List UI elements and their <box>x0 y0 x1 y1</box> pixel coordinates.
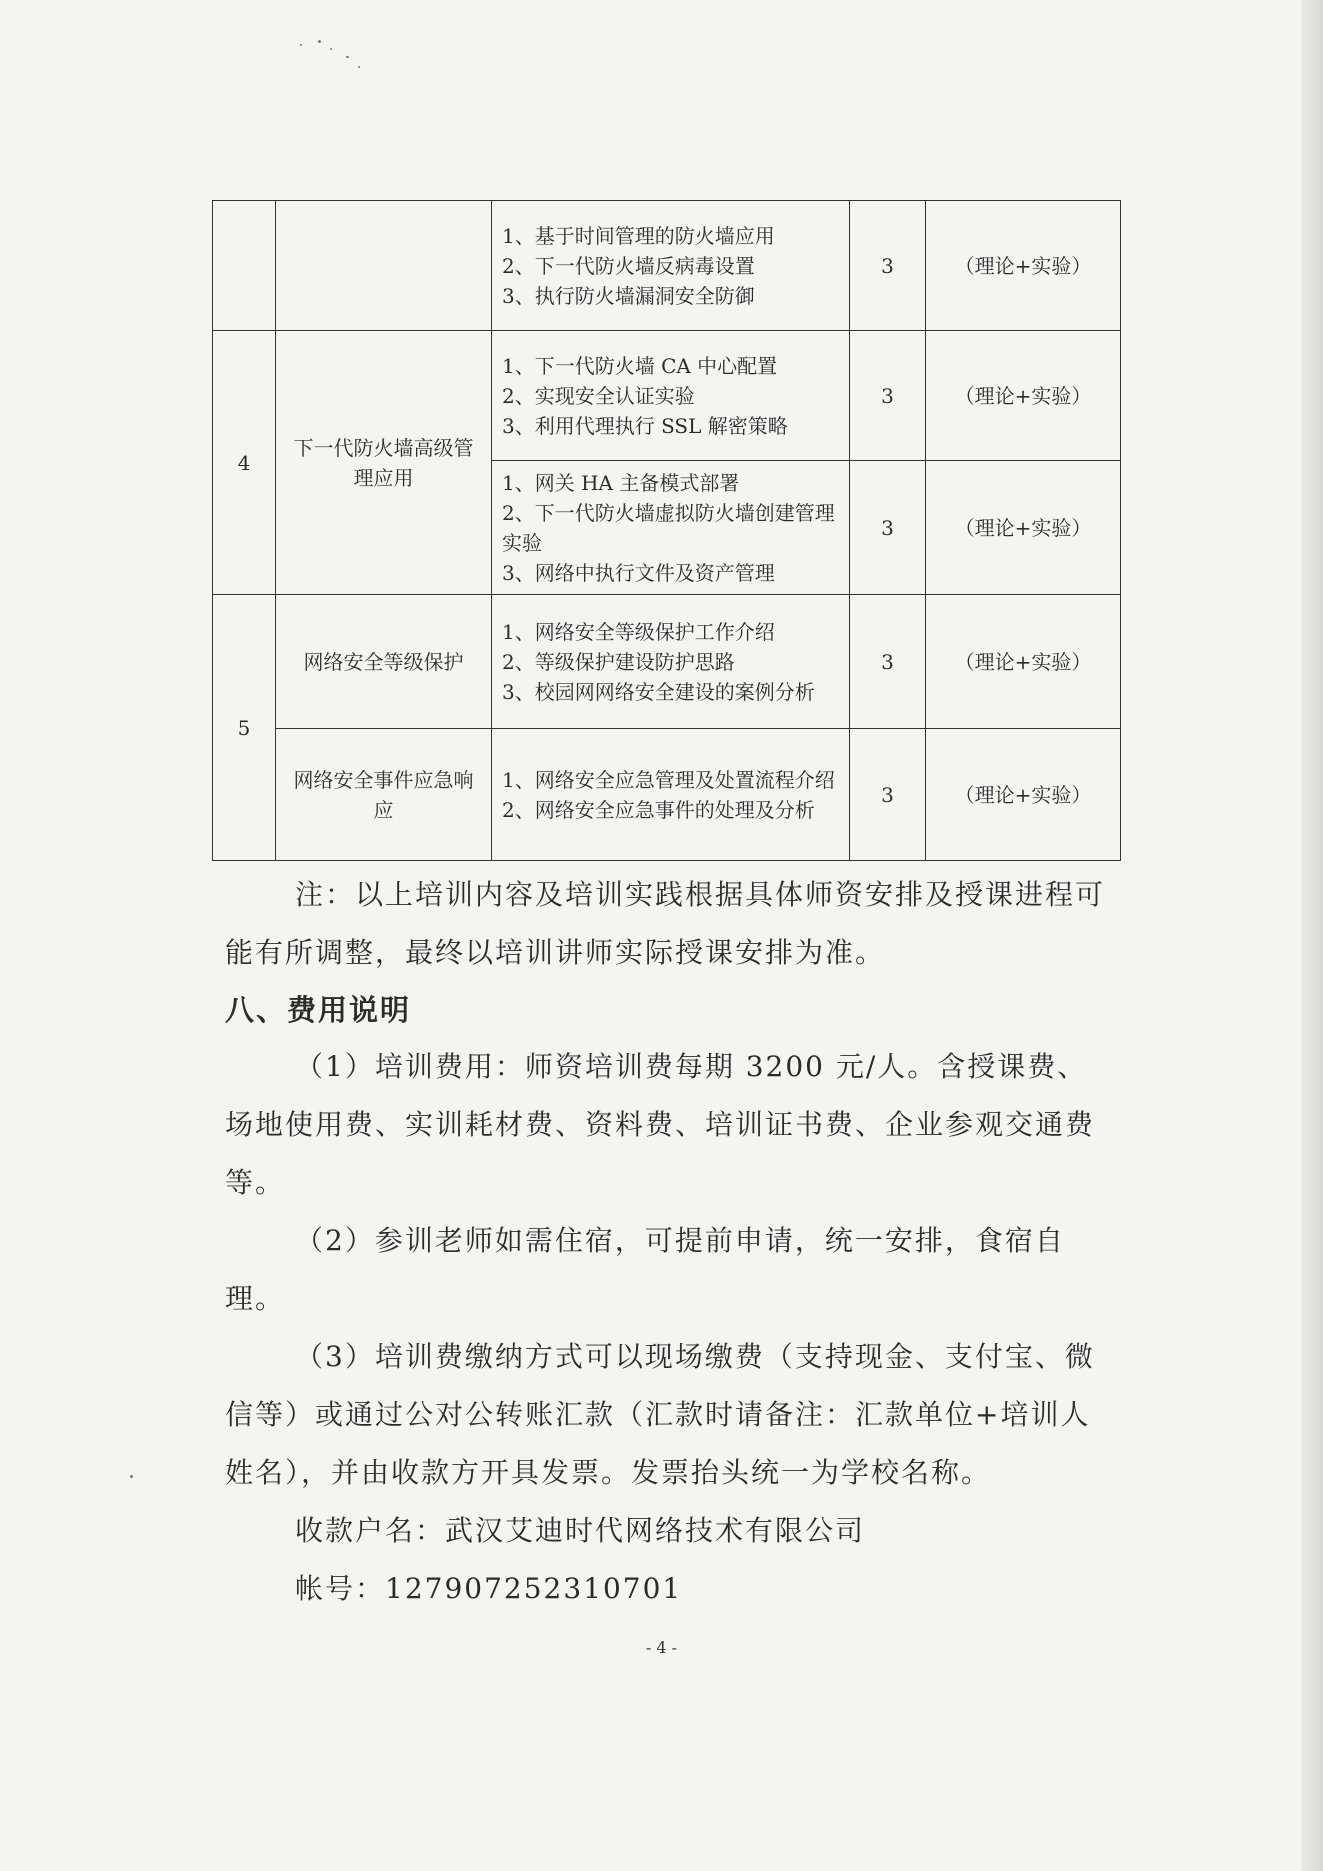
fee-item: （2）参训老师如需住宿，可提前申请，统一安排，食宿自理。 <box>225 1224 1065 1315</box>
module-name: 网络安全等级保护 <box>276 595 492 729</box>
content-line: 3、执行防火墙漏洞安全防御 <box>502 283 755 308</box>
page-number: - 4 - <box>645 1638 678 1657</box>
scan-speck <box>358 66 360 68</box>
type-cell: （理论+实验） <box>926 331 1121 461</box>
content-line: 1、网络安全应急管理及处置流程介绍 <box>502 767 835 792</box>
content-line: 2、等级保护建设防护思路 <box>502 649 735 674</box>
section-heading: 八、费用说明 <box>225 993 412 1027</box>
content-line: 1、网关 HA 主备模式部署 <box>502 470 740 495</box>
scan-speck <box>346 56 349 58</box>
fee-item: （1）培训费用：师资培训费每期 3200 元/人。含授课费、场地使用费、实训耗材费、资料费、培训证书费、企业参观交通费等。 <box>225 1050 1096 1199</box>
course-table <box>212 200 1121 861</box>
content-line: 1、基于时间管理的防火墙应用 <box>502 223 775 248</box>
session-number: 5 <box>213 595 276 861</box>
table-row <box>213 595 1121 729</box>
content-line: 3、利用代理执行 SSL 解密策略 <box>502 413 788 438</box>
table-row <box>213 201 1121 331</box>
hours-cell: 3 <box>850 331 926 461</box>
course-content <box>492 461 850 595</box>
fee-section <box>225 1038 1115 1618</box>
account-name: 收款户名：武汉艾迪时代网络技术有限公司 <box>295 1514 866 1547</box>
content-line: 3、校园网网络安全建设的案例分析 <box>502 679 815 704</box>
fee-item: （3）培训费缴纳方式可以现场缴费（支持现金、支付宝、微信等）或通过公对公转账汇款（汇款时请备注：汇款单位+培训人姓名），并由收款方开具发票。发票抬头统一为学校名称。 <box>225 1340 1095 1489</box>
module-name: 网络安全事件应急响应 <box>276 729 492 861</box>
module-name <box>276 201 492 331</box>
hours-cell: 3 <box>850 595 926 729</box>
session-number <box>213 201 276 331</box>
course-content <box>492 729 850 861</box>
content-line: 2、实现安全认证实验 <box>502 383 695 408</box>
type-cell: （理论+实验） <box>926 729 1121 861</box>
module-name: 下一代防火墙高级管理应用 <box>276 331 492 595</box>
note-block <box>225 866 1115 982</box>
session-number: 4 <box>213 331 276 595</box>
content-line: 3、网络中执行文件及资产管理 <box>502 560 775 585</box>
type-cell: （理论+实验） <box>926 595 1121 729</box>
scan-speck <box>130 1475 133 1478</box>
course-content <box>492 595 850 729</box>
scan-speck <box>318 40 321 43</box>
content-line: 2、下一代防火墙反病毒设置 <box>502 253 755 278</box>
table-row <box>213 331 1121 461</box>
content-line: 1、下一代防火墙 CA 中心配置 <box>502 353 778 378</box>
scan-speck <box>330 48 332 50</box>
content-line: 1、网络安全等级保护工作介绍 <box>502 619 775 644</box>
course-content <box>492 331 850 461</box>
content-line: 2、下一代防火墙虚拟防火墙创建管理实验 <box>502 500 835 555</box>
account-number: 帐号：127907252310701 <box>295 1572 683 1605</box>
type-cell: （理论+实验） <box>926 201 1121 331</box>
type-cell: （理论+实验） <box>926 461 1121 595</box>
table-row <box>213 729 1121 861</box>
hours-cell: 3 <box>850 461 926 595</box>
course-content <box>492 201 850 331</box>
note-paragraph: 注：以上培训内容及培训实践根据具体师资安排及授课进程可能有所调整，最终以培训讲师实际授课安排为准。 <box>225 878 1106 969</box>
scan-speck <box>300 44 302 46</box>
hours-cell: 3 <box>850 729 926 861</box>
scan-page-edge <box>1301 0 1323 1871</box>
hours-cell: 3 <box>850 201 926 331</box>
content-line: 2、网络安全应急事件的处理及分析 <box>502 797 815 822</box>
